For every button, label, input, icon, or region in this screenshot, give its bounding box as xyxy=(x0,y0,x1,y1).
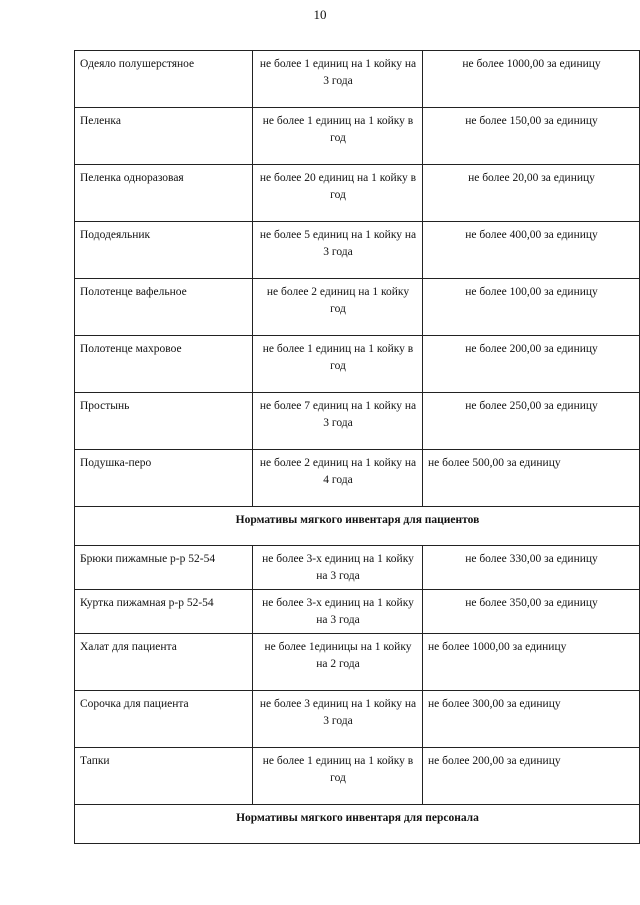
table-row xyxy=(75,51,640,108)
item-quantity-norm: не более 1 единиц на 1 койку на 3 года xyxy=(253,51,423,108)
item-price-norm: не более 250,00 за единицу xyxy=(423,393,640,450)
item-quantity-norm: не более 3-х единиц на 1 койку на 3 года xyxy=(253,546,423,590)
table-row xyxy=(75,590,640,634)
item-quantity-norm: не более 2 единиц на 1 койку год xyxy=(253,279,423,336)
item-quantity-norm: не более 3-х единиц на 1 койку на 3 года xyxy=(253,590,423,634)
table-row xyxy=(75,108,640,165)
item-quantity-norm: не более 7 единиц на 1 койку на 3 года xyxy=(253,393,423,450)
item-price-norm: не более 100,00 за единицу xyxy=(423,279,640,336)
section-heading-staff: Нормативы мягкого инвентаря для персонала xyxy=(75,805,640,844)
item-quantity-norm: не более 1 единиц на 1 койку в год xyxy=(253,748,423,805)
table-row xyxy=(75,222,640,279)
table-row xyxy=(75,279,640,336)
item-quantity-norm: не более 20 единиц на 1 койку в год xyxy=(253,165,423,222)
item-price-norm: не более 300,00 за единицу xyxy=(423,691,640,748)
item-quantity-norm: не более 2 единиц на 1 койку на 4 года xyxy=(253,450,423,507)
item-price-norm: не более 200,00 за единицу xyxy=(423,748,640,805)
table-row xyxy=(75,450,640,507)
item-quantity-norm: не более 5 единиц на 1 койку на 3 года xyxy=(253,222,423,279)
item-name: Подушка-перо xyxy=(75,450,253,507)
item-quantity-norm: не более 1 единиц на 1 койку в год xyxy=(253,108,423,165)
item-price-norm: не более 400,00 за единицу xyxy=(423,222,640,279)
item-price-norm: не более 150,00 за единицу xyxy=(423,108,640,165)
item-name: Полотенце вафельное xyxy=(75,279,253,336)
section-row xyxy=(75,507,640,546)
page-number: 10 xyxy=(313,7,327,22)
table-row xyxy=(75,336,640,393)
item-quantity-norm: не более 1 единиц на 1 койку в год xyxy=(253,336,423,393)
item-price-norm: не более 200,00 за единицу xyxy=(423,336,640,393)
section-row xyxy=(75,805,640,844)
item-name: Пододеяльник xyxy=(75,222,253,279)
item-name: Одеяло полушерстяное xyxy=(75,51,253,108)
item-name: Сорочка для пациента xyxy=(75,691,253,748)
item-price-norm: не более 350,00 за единицу xyxy=(423,590,640,634)
item-price-norm: не более 1000,00 за единицу xyxy=(423,51,640,108)
item-quantity-norm: не более 3 единиц на 1 койку на 3 года xyxy=(253,691,423,748)
item-name: Пеленка одноразовая xyxy=(75,165,253,222)
section-heading-patients: Нормативы мягкого инвентаря для пациентов xyxy=(75,507,640,546)
table-row xyxy=(75,546,640,590)
table-row xyxy=(75,748,640,805)
item-price-norm: не более 20,00 за единицу xyxy=(423,165,640,222)
table-row xyxy=(75,393,640,450)
item-price-norm: не более 330,00 за единицу xyxy=(423,546,640,590)
item-name: Куртка пижамная р-р 52-54 xyxy=(75,590,253,634)
table-row xyxy=(75,691,640,748)
item-name: Халат для пациента xyxy=(75,634,253,691)
table-row xyxy=(75,165,640,222)
item-quantity-norm: не более 1единицы на 1 койку на 2 года xyxy=(253,634,423,691)
item-price-norm: не более 1000,00 за единицу xyxy=(423,634,640,691)
table-row xyxy=(75,634,640,691)
item-name: Брюки пижамные р-р 52-54 xyxy=(75,546,253,590)
item-name: Пеленка xyxy=(75,108,253,165)
item-name: Простынь xyxy=(75,393,253,450)
item-name: Полотенце махровое xyxy=(75,336,253,393)
item-price-norm: не более 500,00 за единицу xyxy=(423,450,640,507)
item-name: Тапки xyxy=(75,748,253,805)
norms-table xyxy=(74,50,640,844)
